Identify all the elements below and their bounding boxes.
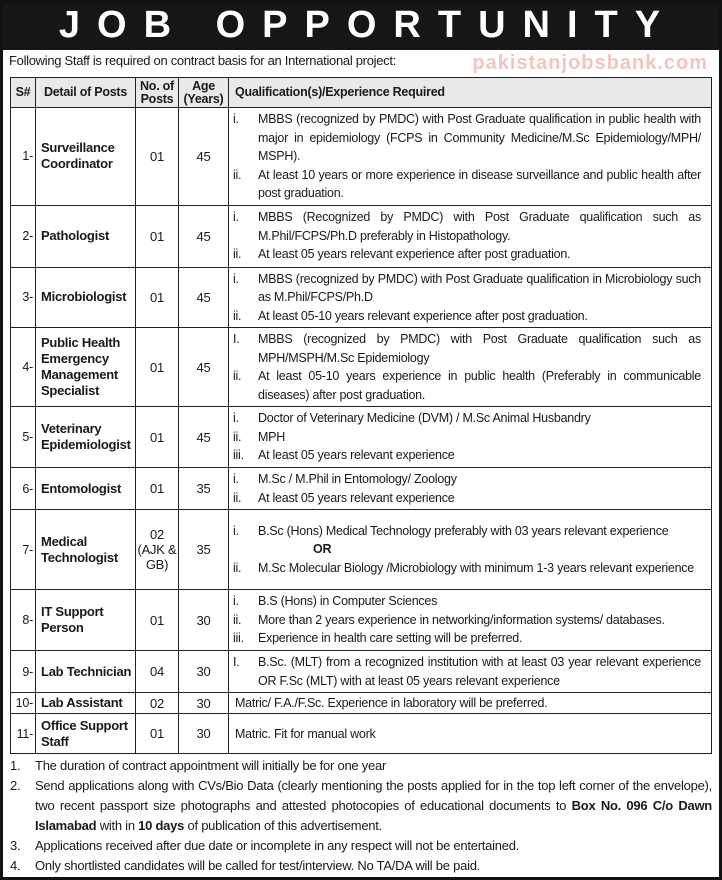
- item-marker: i.: [233, 594, 239, 609]
- qualification-item: [233, 653, 701, 690]
- table-row: [11, 651, 712, 693]
- or-label: OR: [313, 542, 332, 557]
- qualification-item: [233, 270, 701, 307]
- post-title: Pathologist: [36, 205, 136, 267]
- post-count: 04: [136, 651, 179, 693]
- table-header: [11, 78, 712, 108]
- item-text: At least 05-10 years experience in public health (Preferably in communicable diseases) after post graduation.: [258, 369, 701, 402]
- post-title: Lab Technician: [36, 651, 136, 693]
- age-limit: 45: [179, 328, 229, 407]
- qualification-cell: [229, 205, 712, 267]
- note-item: [10, 756, 712, 776]
- serial-number: 2-: [11, 205, 36, 267]
- qualification-item: [233, 592, 701, 611]
- header-num: No. of Posts: [136, 78, 179, 108]
- item-marker: ii.: [233, 247, 242, 262]
- watermark: pakistanjobsbank.com: [472, 52, 708, 74]
- qualification-item: [233, 629, 701, 648]
- note-number: 2.: [10, 778, 21, 793]
- post-count: 01: [136, 590, 179, 651]
- item-text: At least 05-10 years relevant experience after post graduation.: [258, 308, 588, 323]
- item-marker: ii.: [233, 308, 242, 323]
- note-emphasis: Box No. 096 C/o Dawn Islamabad: [35, 798, 713, 833]
- serial-number: 6-: [11, 468, 36, 510]
- qualification-item: [233, 446, 701, 465]
- table-body: [11, 108, 712, 754]
- item-text: Matric/ F.A./F.Sc. Experience in laboratory will be preferred.: [235, 696, 548, 710]
- item-marker: iii.: [233, 631, 244, 646]
- item-marker: ii.: [233, 560, 242, 575]
- note-segment: Applications received after due date or incomplete in any respect will not be entertained.: [35, 838, 520, 853]
- post-count: 01: [136, 468, 179, 510]
- item-marker: iii.: [233, 448, 244, 463]
- table-row: [11, 510, 712, 590]
- qualification-item: [233, 208, 701, 245]
- age-limit: 45: [179, 205, 229, 267]
- table-row: [11, 590, 712, 651]
- item-marker: i.: [233, 411, 239, 426]
- header-post: Detail of Posts: [36, 78, 136, 108]
- table-row: [11, 108, 712, 206]
- item-marker: i.: [233, 523, 239, 538]
- note-text: [35, 776, 712, 836]
- item-text: MBBS (Recognized by PMDC) with Post Graduate qualification such as M.Phil/FCPS/Ph.D preferably in Histopathology.: [258, 210, 701, 243]
- note-emphasis: 10 days: [138, 818, 185, 833]
- item-text: MBBS (recognized by PMDC) with Post Graduate qualification such as MPH/MSPH/M.Sc Epidemiology: [258, 332, 701, 365]
- note-number: 1.: [10, 758, 21, 773]
- header-qualification: Qualification(s)/Experience Required: [229, 78, 712, 108]
- note-segment: Send applications along with CVs/Bio Data (clearly mentioning the posts applied for in the top left corner of the envelope), two recent passport size photographs and attested photocopies of educational documents to: [35, 778, 712, 813]
- post-title: IT Support Person: [36, 590, 136, 651]
- serial-number: 7-: [11, 510, 36, 590]
- qualification-cell: [229, 328, 712, 407]
- serial-number: 10-: [11, 693, 36, 714]
- serial-number: 8-: [11, 590, 36, 651]
- item-text: Doctor of Veterinary Medicine (DVM) / M.Sc Animal Husbandry: [258, 411, 591, 426]
- note-segment: with in: [96, 818, 139, 833]
- qualification-cell: [229, 407, 712, 468]
- post-title: Surveillance Coordinator: [36, 108, 136, 206]
- item-marker: ii.: [233, 429, 242, 444]
- post-title: Medical Technologist: [36, 510, 136, 590]
- intro-row: [0, 50, 722, 77]
- age-limit: 30: [179, 651, 229, 693]
- item-marker: I.: [233, 655, 240, 669]
- table-row: [11, 714, 712, 754]
- qualification-cell: [229, 693, 712, 714]
- qualification-cell: [229, 714, 712, 754]
- content: [10, 77, 712, 880]
- item-text: M.Sc Molecular Biology /Microbiology with minimum 1-3 years relevant experience: [258, 560, 694, 575]
- qualification-item: [233, 611, 701, 630]
- item-marker: ii.: [233, 490, 242, 505]
- age-limit: 45: [179, 267, 229, 328]
- table-row: [11, 267, 712, 328]
- item-text: MBBS (recognized by PMDC) with Post Graduate qualification in Microbiology such as M.Phil/FCPS/Ph.D: [258, 271, 701, 304]
- item-text: MBBS (recognized by PMDC) with Post Graduate qualification in public health with major in epidemiology (FCPS in Community Medicine/M.Sc Epidemiology/MPH/ MSPH).: [258, 112, 701, 163]
- item-text: At least 05 years relevant experience after post graduation.: [258, 247, 571, 262]
- item-marker: i.: [233, 472, 239, 486]
- note-segment: of publication of this advertisement.: [184, 818, 383, 833]
- ad-title: JOB OPPORTUNITY: [0, 0, 722, 50]
- serial-number: 9-: [11, 651, 36, 693]
- post-title: Public Health Emergency Management Specialist: [36, 328, 136, 407]
- item-marker: i.: [233, 112, 239, 126]
- notes-list: [10, 756, 712, 880]
- item-text: More than 2 years experience in networking/information systems/ databases.: [258, 612, 665, 627]
- qualification-item: [233, 559, 701, 578]
- item-marker: i.: [233, 271, 239, 286]
- qualification-cell: [229, 510, 712, 590]
- post-count: 01: [136, 407, 179, 468]
- table-row: [11, 468, 712, 510]
- item-text: At least 05 years relevant experience: [258, 490, 455, 505]
- note-segment: The duration of contract appointment will initially be for one year: [35, 758, 387, 773]
- age-limit: 30: [179, 714, 229, 754]
- table-row: [11, 693, 712, 714]
- qualification-item: [233, 522, 701, 541]
- note-item: [10, 836, 712, 856]
- qualification-item: [233, 470, 701, 489]
- item-marker: I.: [233, 332, 240, 346]
- item-text: Experience in health care setting will be preferred.: [258, 631, 523, 646]
- serial-number: 1-: [11, 108, 36, 206]
- intro-text: Following Staff is required on contract basis for an International project:: [9, 53, 396, 68]
- item-marker: ii.: [233, 167, 242, 182]
- note-text: [35, 756, 712, 776]
- qualification-cell: [229, 267, 712, 328]
- table-row: [11, 407, 712, 468]
- note-number: 4.: [10, 858, 21, 873]
- item-text: At least 10 years or more experience in disease surveillance and public health after post graduation.: [258, 167, 701, 200]
- post-title: Office Support Staff: [36, 714, 136, 754]
- post-count: 01: [136, 205, 179, 267]
- item-text: MPH: [258, 429, 286, 444]
- qualification-item: [233, 307, 701, 326]
- qualification-item: [233, 367, 701, 404]
- post-title: Lab Assistant: [36, 693, 136, 714]
- note-item: [10, 856, 712, 876]
- serial-number: 4-: [11, 328, 36, 407]
- qualification-cell: [229, 651, 712, 693]
- item-text: Matric. Fit for manual work: [235, 726, 376, 741]
- qualification-cell: [229, 108, 712, 206]
- qualification-item: [233, 166, 701, 203]
- note-number: 3.: [10, 838, 21, 853]
- serial-number: 11-: [11, 714, 36, 754]
- qualification-item: [233, 110, 701, 166]
- serial-number: 5-: [11, 407, 36, 468]
- item-text: B.Sc (Hons) Medical Technology preferably with 03 years relevant experience: [258, 523, 669, 538]
- item-text: M.Sc / M.Phil in Entomology/ Zoology: [258, 472, 457, 486]
- header-sn: S#: [11, 78, 36, 108]
- post-count: 02 (AJK & GB): [136, 510, 179, 590]
- note-segment: Only shortlisted candidates will be called for test/interview. No TA/DA will be paid.: [35, 858, 481, 873]
- item-marker: i.: [233, 210, 239, 225]
- qualification-cell: [229, 590, 712, 651]
- age-limit: 35: [179, 510, 229, 590]
- age-limit: 30: [179, 590, 229, 651]
- qualification-cell: [229, 468, 712, 510]
- qualification-item: [233, 409, 701, 428]
- post-title: Veterinary Epidemiologist: [36, 407, 136, 468]
- qualification-item: [235, 726, 701, 742]
- serial-number: 3-: [11, 267, 36, 328]
- note-item: [10, 776, 712, 836]
- item-marker: ii.: [233, 369, 242, 383]
- header-age: Age (Years): [179, 78, 229, 108]
- note-text: [35, 856, 712, 876]
- qualification-item: [233, 489, 701, 508]
- item-text: B.Sc. (MLT) from a recognized institution with at least 03 year relevant experience OR F.Sc (MLT) with at least 05 years relevant experience: [258, 655, 701, 688]
- age-limit: 45: [179, 407, 229, 468]
- table-row: [11, 328, 712, 407]
- qualification-item: [233, 428, 701, 447]
- item-text: At least 05 years relevant experience: [258, 448, 455, 463]
- post-count: 01: [136, 108, 179, 206]
- table-row: [11, 205, 712, 267]
- note-text: [35, 836, 712, 856]
- item-text: B.S (Hons) in Computer Sciences: [258, 594, 438, 609]
- post-title: Entomologist: [36, 468, 136, 510]
- age-limit: 30: [179, 693, 229, 714]
- qualification-item: [233, 330, 701, 367]
- post-count: 02: [136, 693, 179, 714]
- age-limit: 45: [179, 108, 229, 206]
- qualification-item: [233, 245, 701, 264]
- post-count: 01: [136, 714, 179, 754]
- posts-table: [10, 77, 712, 754]
- post-count: 01: [136, 328, 179, 407]
- qualification-item: [235, 695, 701, 711]
- age-limit: 35: [179, 468, 229, 510]
- post-title: Microbiologist: [36, 267, 136, 328]
- post-count: 01: [136, 267, 179, 328]
- item-marker: ii.: [233, 612, 242, 627]
